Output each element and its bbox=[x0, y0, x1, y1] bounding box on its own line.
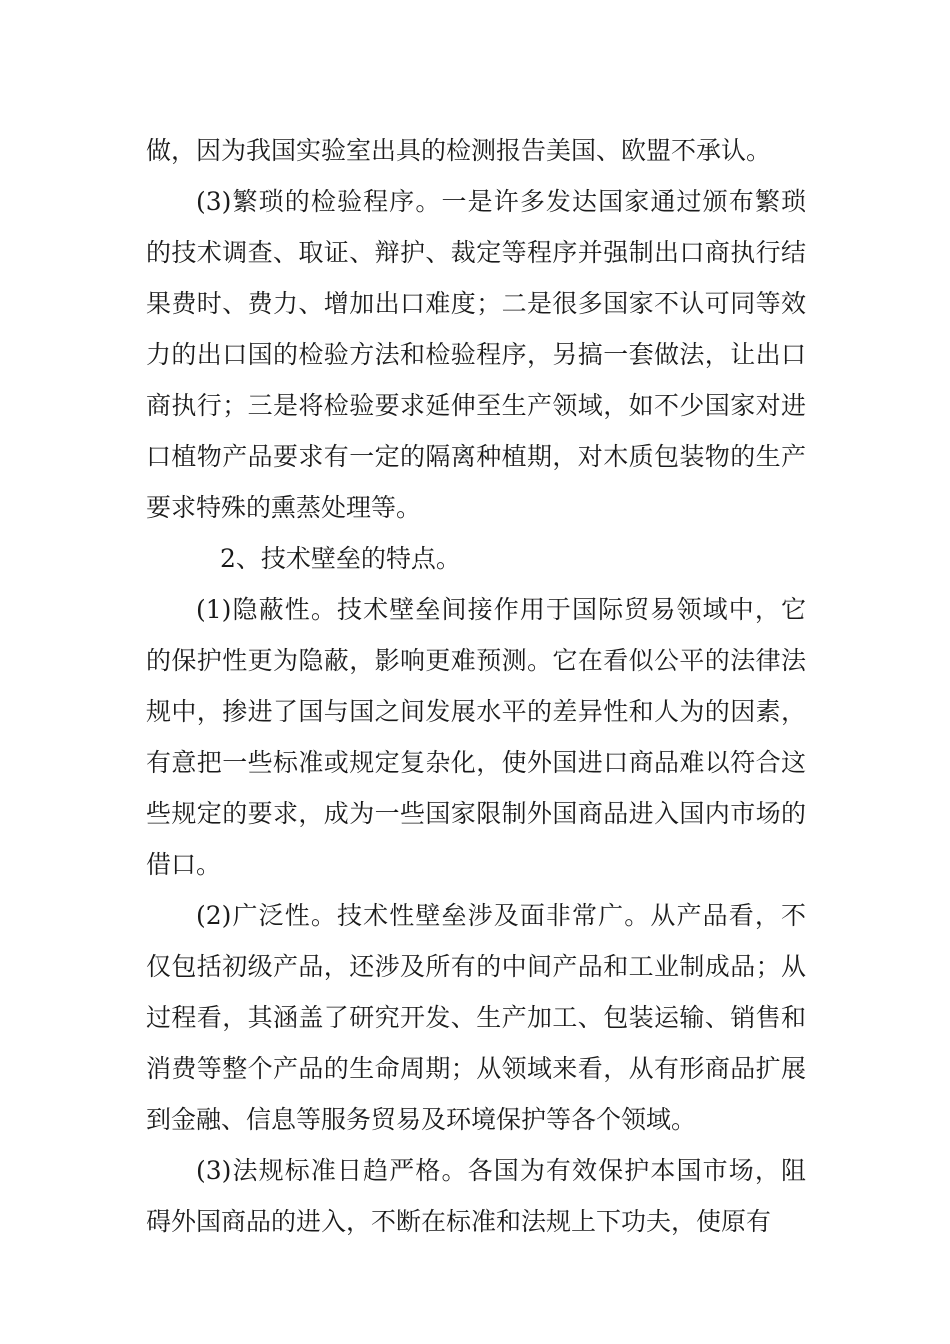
paragraph-extensiveness: (2)广泛性。技术性壁垒涉及面非常广。从产品看，不仅包括初级产品，还涉及所有的中间产品和工业制成品；从过程看，其涵盖了研究开发、生产加工、包装运输、销售和消费等整个产品的生命周期；从领域来看，从有形商品扩展到金融、信息等服务贸易及环境保护等各个领域。 bbox=[146, 901, 806, 1134]
paragraph-inspection-procedure: (3)繁琐的检验程序。一是许多发达国家通过颁布繁琐的技术调查、取证、辩护、裁定等程序并强制出口商执行结果费时、费力、增加出口难度；二是很多国家不认可同等效力的出口国的检验方法和检验程序，另搞一套做法，让出口商执行；三是将检验要求延伸至生产领域，如不少国家对进口植物产品要求有一定的隔离种植期，对木质包装物的生产要求特殊的熏蒸处理等。 bbox=[146, 187, 806, 522]
paragraph-stricter-standards: (3)法规标准日趋严格。各国为有效保护本国市场，阻碍外国商品的进入，不断在标准和法规上下功夫，使原有 bbox=[146, 1156, 806, 1236]
paragraph-continuation: 做，因为我国实验室出具的检测报告美国、欧盟不承认。 bbox=[146, 136, 772, 165]
paragraph-concealment: (1)隐蔽性。技术壁垒间接作用于国际贸易领域中，它的保护性更为隐蔽，影响更难预测。它在看似公平的法律法规中，掺进了国与国之间发展水平的差异性和人为的因素，有意把一些标准或规定复杂化，使外国进口商品难以符合这些规定的要求，成为一些国家限制外国商品进入国内市场的借口。 bbox=[146, 595, 806, 879]
body-text bbox=[146, 125, 806, 1247]
section-heading: 2、技术壁垒的特点。 bbox=[220, 544, 461, 573]
